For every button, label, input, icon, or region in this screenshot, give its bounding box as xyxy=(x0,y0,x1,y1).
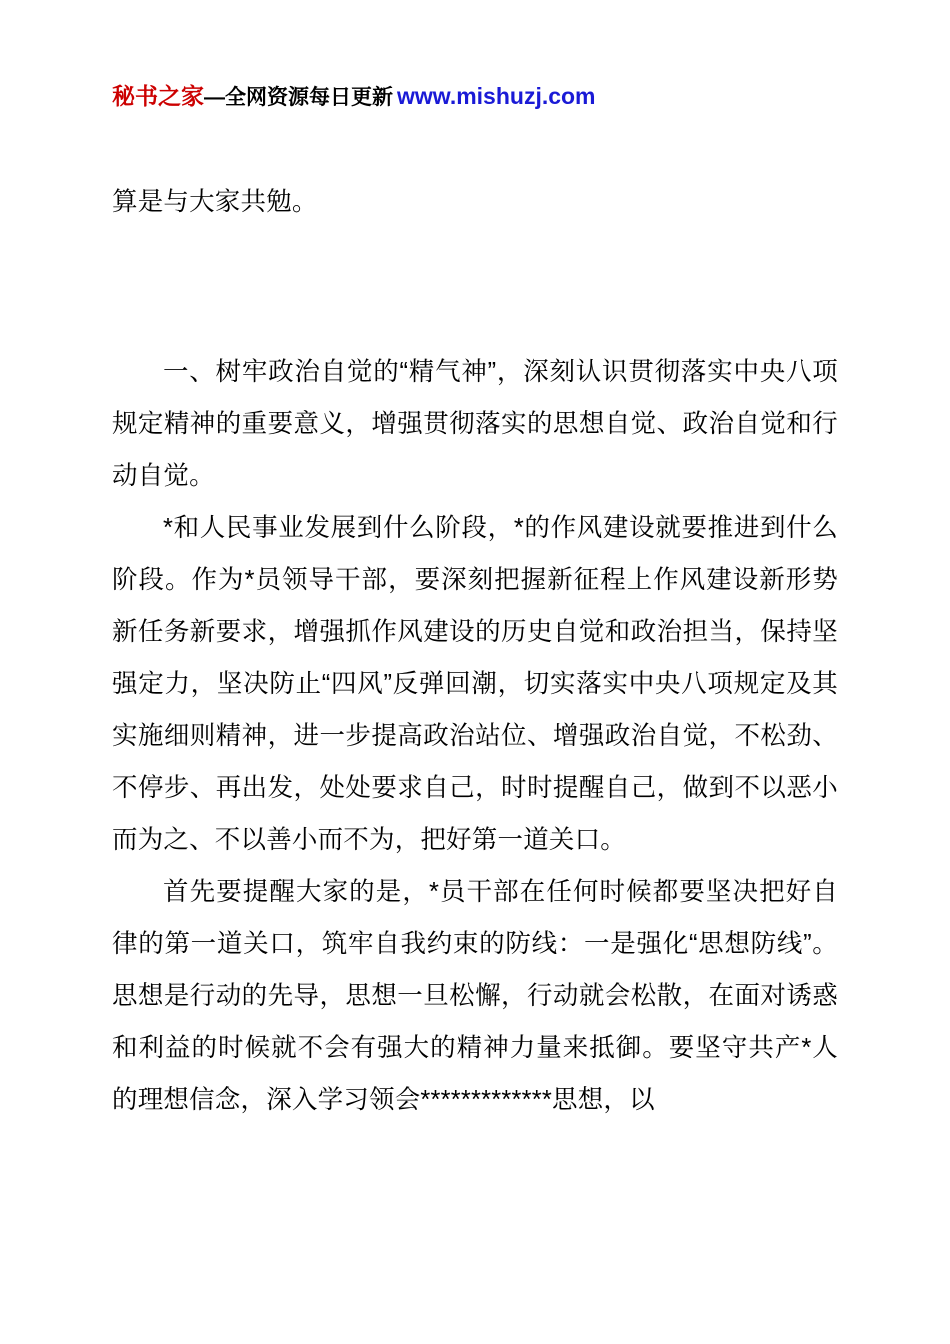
paragraph-spacer xyxy=(112,228,838,346)
paragraph-0: 算是与大家共勉。 xyxy=(112,187,318,216)
paragraph-2: *和人民事业发展到什么阶段，*的作风建设就要推进到什么阶段。作为*员领导干部，要深刻把握新征程上作风建设新形势新任务新要求，增强抓作风建设的历史自觉和政治担当，保持坚强定力，坚决防止“四风”反弹回潮，切实落实中央八项规定及其实施细则精神，进一步提高政治站位、增强政治自觉，不松劲、不停步、再出发，处处要求自己，时时提醒自己，做到不以恶小而为之、不以善小而不为，把好第一道关口。 xyxy=(112,513,838,854)
site-brand: 秘书之家 xyxy=(112,83,204,109)
document-body xyxy=(112,176,838,1126)
site-url[interactable]: www.mishuzj.com xyxy=(397,83,596,109)
site-tagline: —全网资源每日更新 xyxy=(204,86,393,109)
paragraph-1: 一、树牢政治自觉的“精气神”，深刻认识贯彻落实中央八项规定精神的重要意义，增强贯彻落实的思想自觉、政治自觉和行动自觉。 xyxy=(112,357,838,490)
site-header xyxy=(112,0,838,112)
paragraph-3: 首先要提醒大家的是，*员干部在任何时候都要坚决把好自律的第一道关口，筑牢自我约束的防线：一是强化“思想防线”。思想是行动的先导，思想一旦松懈，行动就会松散，在面对诱惑和利益的时候就不会有强大的精神力量来抵御。要坚守共产*人的理想信念，深入学习领会*************思想，以 xyxy=(112,877,838,1114)
